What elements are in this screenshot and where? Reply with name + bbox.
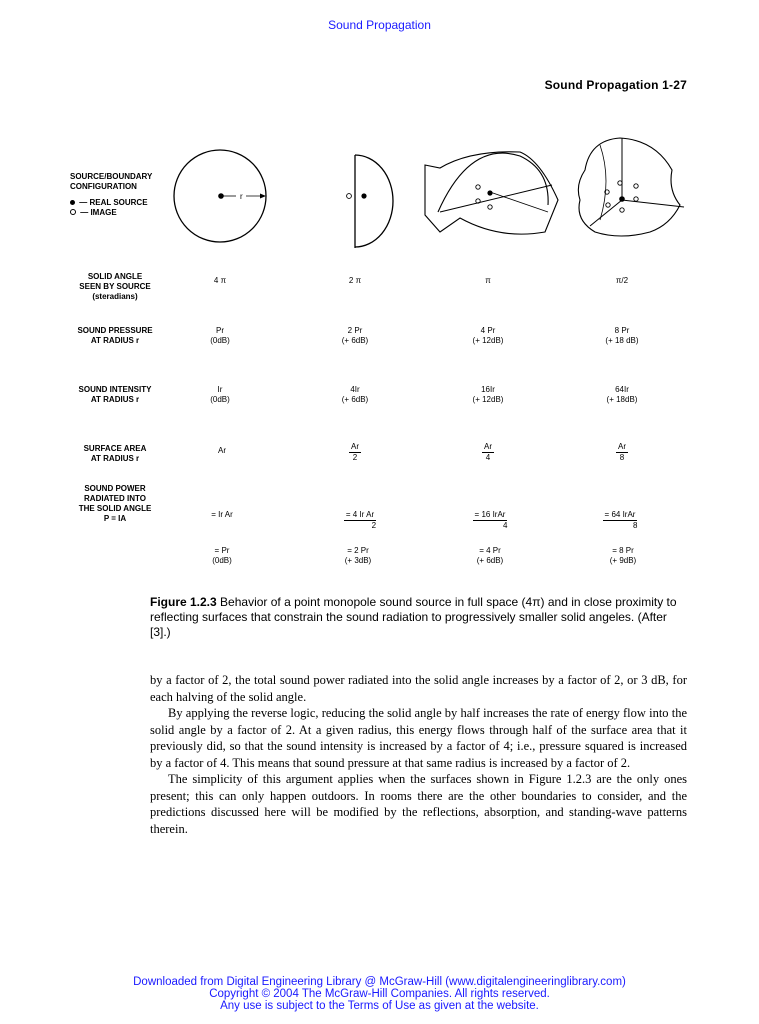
paragraph: The simplicity of this argument applies when the surfaces shown in Figure 1.2.3 are the only ones present; this can only happen outdoors. In rooms there are the other boundaries to consider, and the predictions discussed here will be modified by the reflections, absorption, and standing-wave patterns therein. [150,772,687,836]
cell-intensity: Ir (0dB) [210,385,230,404]
figure-number: Figure 1.2.3 [150,595,217,609]
legend-title-line1: SOURCE/BOUNDARY [70,172,153,181]
caption-text: Behavior of a point monopole sound source in full space (4π) and in close proximity to reflecting surfaces that constrain the sound radiation to progressively smaller solid angeles. (After [3].) [150,595,677,639]
cell-pressure: 2 Pr (+ 6dB) [341,326,369,345]
full-space-diagram [174,150,266,242]
footer-line: Downloaded from Digital Engineering Library @ McGraw-Hill (www.digitalengineeringlibrary.com) [133,976,626,988]
cell-pressure: Pr (0dB) [210,326,230,345]
cell-solid-angle: 2 π [348,276,362,285]
cell-area: Ar [218,446,226,455]
cell-power: = Ir Ar [211,510,233,519]
cell-power-eq: = Pr (0dB) [212,546,232,565]
footer-line: Any use is subject to the Terms of Use as given at the website. [220,1000,539,1012]
cell-pressure: 8 Pr (+ 18 dB) [605,326,639,345]
legend-image: — IMAGE [80,208,117,217]
row-label-pressure: SOUND PRESSURE AT RADIUS r [77,326,153,345]
cell-area: $\frac{Ar}{8}$ [618,442,626,462]
radius-label: r [240,192,243,201]
cell-solid-angle: π [485,276,491,285]
legend-title-line2: CONFIGURATION [70,182,137,191]
figure-caption [150,595,690,640]
image-source-icon [70,209,76,215]
row-label-solid-angle: SOLID ANGLE SEEN BY SOURCE (steradians) [79,272,151,301]
cell-intensity: 16Ir (+ 12dB) [472,385,504,404]
legend-real-source: — REAL SOURCE [79,198,148,207]
paragraph: By applying the reverse logic, reducing the solid angle by half increases the rate of energy flow into the solid angle by a factor of 2. At a given radius, this energy flows through half of the surface area that it previously did, so that the sound intensity is increased by a factor of 4; i.e., pressure squared is increased by a factor of 4. This means that sound pressure at that same radius is increased by a factor of 2. [150,706,687,770]
cell-intensity: 64Ir (+ 18dB) [606,385,638,404]
footer-line: Copyright © 2004 The McGraw-Hill Companies. All rights reserved. [209,988,550,1000]
cell-power: $\frac{\text{= 16 IrAr}}{4}$ [474,510,508,530]
half-space-diagram [347,155,393,248]
cell-intensity: 4Ir (+ 6dB) [341,385,369,404]
cell-area: $\frac{Ar}{4}$ [484,442,492,462]
running-head: Sound Propagation 1-27 [544,78,687,92]
cell-pressure: 4 Pr (+ 12dB) [472,326,504,345]
cell-power: $\frac{\text{= 64 IrAr}}{8}$ [604,510,638,530]
cell-solid-angle: 4 π [213,276,227,285]
cell-power: $\frac{\text{= 4 Ir Ar}}{2}$ [345,510,377,530]
cell-solid-angle: π/2 [615,276,629,285]
row-label-intensity: SOUND INTENSITY AT RADIUS r [78,385,152,404]
row-label-power: SOUND POWER RADIATED INTO THE SOLID ANGLE P = IA [78,484,152,523]
paragraph: by a factor of 2, the total sound power radiated into the solid angle increases by a factor of 2, or 3 dB, for each halving of the solid angle. [150,673,687,704]
figure-legend [70,172,152,218]
footer[interactable] [0,976,759,1012]
cell-power-eq: = 4 Pr (+ 6dB) [476,546,504,565]
body-text [150,672,687,837]
row-label-surface: SURFACE AREA AT RADIUS r [83,444,147,463]
quarter-space-diagram [425,152,558,234]
real-source-icon [70,200,75,205]
cell-area: $\frac{Ar}{2}$ [351,442,359,462]
cell-power-eq: = 2 Pr (+ 3dB) [344,546,372,565]
eighth-space-diagram [578,138,684,236]
top-link[interactable]: Sound Propagation [328,18,431,32]
cell-power-eq: = 8 Pr (+ 9dB) [609,546,637,565]
